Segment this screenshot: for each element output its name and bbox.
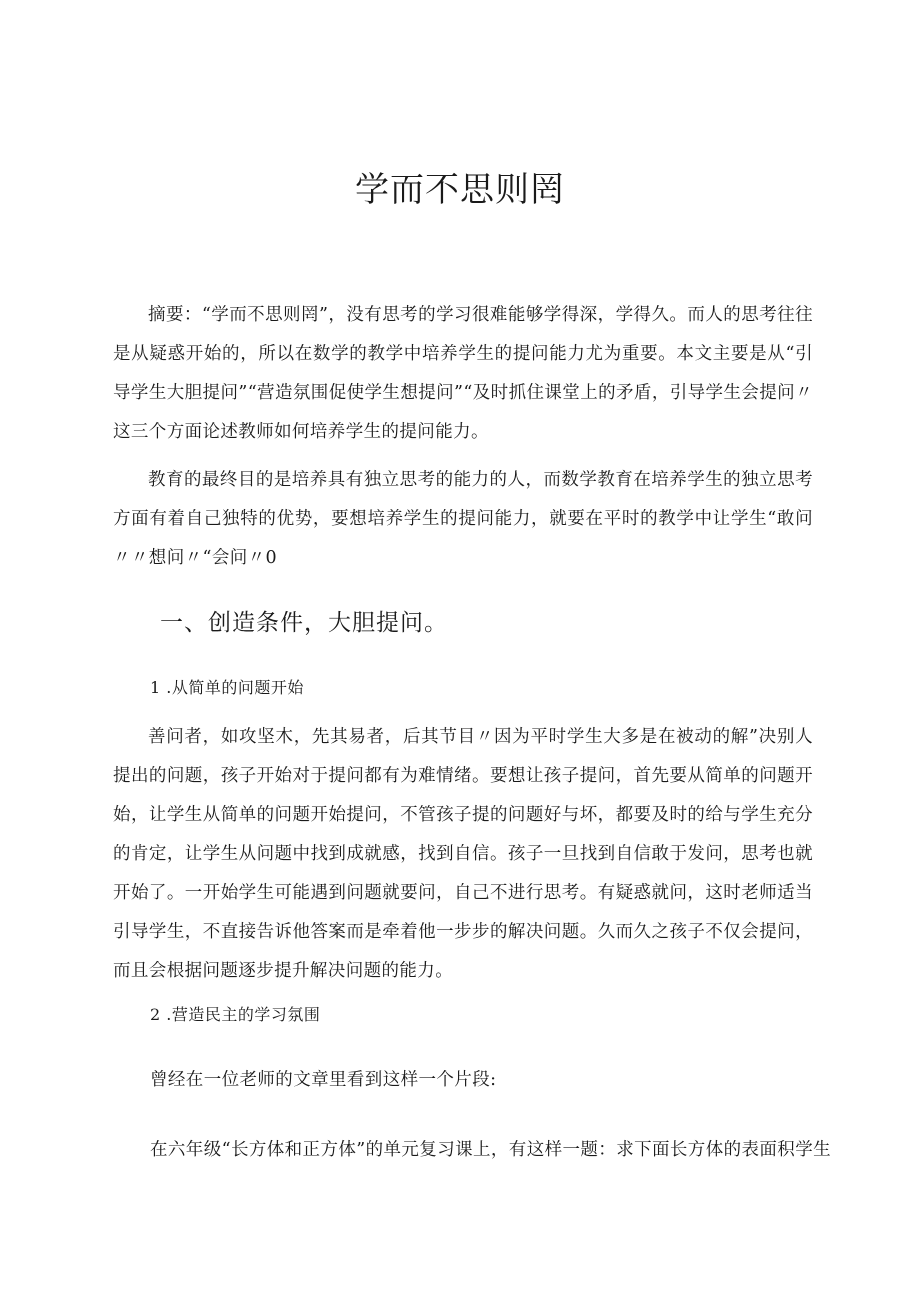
subsection-heading-1: 1 .从简单的问题开始 <box>150 678 304 697</box>
body-line-1: 曾经在一位老师的文章里看到这样一个片段: <box>150 1070 497 1090</box>
body-line-2: 在六年级“长方体和正方体”的单元复习课上，有这样一题：求下面长方体的表面积学生 <box>150 1140 831 1160</box>
intro-paragraph: 教育的最终目的是培养具有独立思考的能力的人，而数学教育在培养学生的独立思考方面有着自己独特的优势，要想培养学生的提问能力，就要在平时的教学中让学生“敢问〃〃想问〃“会问〃0 <box>113 470 813 568</box>
subsection-body-1: 善问者，如攻坚木，先其易者，后其节目〃因为平时学生大多是在被动的解”决别人提出的问题，孩子开始对于提问都有为难情绪。要想让孩子提问，首先要从简单的问题开始，让学生从简单的问题开始提问，不管孩子提的问题好与坏，都要及时的给与学生充分的肯定，让学生从问题中找到成就感，找到自信。孩子一旦找到自信敢于发问，思考也就开始了。一开始学生可能遇到问题就要问，自己不进行思考。有疑惑就问，这时老师适当引导学生，不直接告诉他答案而是牵着他一步步的解决问题。久而久之孩子不仅会提问，而且会根据问题逐步提升解决问题的能力。 <box>113 727 813 981</box>
section-heading: 一、创造条件，大胆提问。 <box>160 610 448 636</box>
abstract-paragraph: 摘要：“学而不思则罔”，没有思考的学习很难能够学得深，学得久。而人的思考往往是从疑惑开始的，所以在数学的教学中培养学生的提问能力尤为重要。本文主要是从“引导学生大胆提问”“营造氛围促使学生想提问”“及时抓住课堂上的矛盾，引导学生会提问〃这三个方面论述教师如何培养学生的提问能力。 <box>113 305 813 442</box>
document-title: 学而不思则罔 <box>355 170 565 210</box>
subsection-heading-2: 2 .营造民主的学习氛围 <box>150 1005 321 1024</box>
